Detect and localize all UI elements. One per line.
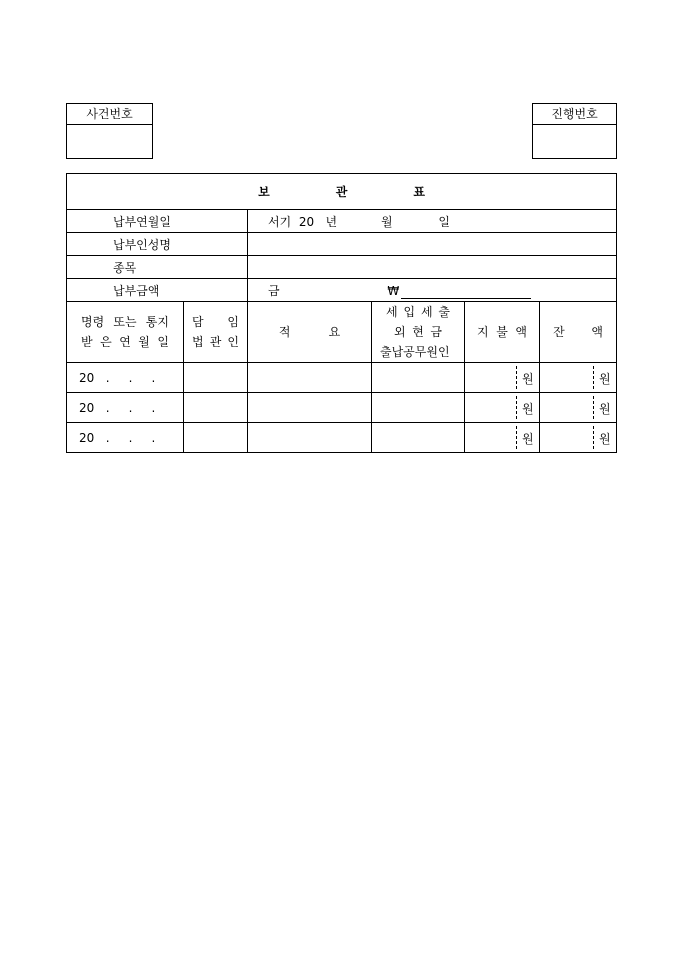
balance-cell[interactable]: [540, 363, 617, 393]
case-number-box: [66, 103, 153, 159]
amount-prefix: 금: [268, 283, 280, 298]
title-char-2: 관: [335, 185, 348, 199]
amount-field[interactable]: [248, 279, 617, 302]
payer-name-field[interactable]: [248, 233, 617, 256]
title-char-1: 보: [258, 185, 270, 199]
header-summary: 적 요: [248, 302, 372, 363]
payment-date-year: 서기 20 년: [268, 214, 338, 229]
decimal-divider: [516, 426, 517, 449]
header-notice-date: 명령 또는 통지 받 은 연 월 일: [67, 302, 184, 363]
decimal-divider: [593, 366, 594, 389]
payment-date-label: 납부연월일: [67, 210, 248, 233]
form-title: [67, 174, 617, 210]
won-unit: 원: [522, 372, 534, 386]
paid-amount-cell[interactable]: [465, 363, 540, 393]
header-judge: 담 임 법 관 인: [184, 302, 248, 363]
item-label: 종목: [67, 256, 248, 279]
decimal-divider: [593, 396, 594, 419]
payment-date-month: 월: [380, 214, 393, 229]
payment-date-field[interactable]: [248, 210, 617, 233]
judge-cell[interactable]: [184, 423, 248, 453]
payment-date-day: 일: [438, 214, 450, 229]
title-char-3: 표: [413, 185, 425, 199]
paid-amount-cell[interactable]: [465, 393, 540, 423]
paid-amount-cell[interactable]: [465, 423, 540, 453]
won-unit: 원: [599, 402, 611, 416]
summary-cell[interactable]: [248, 423, 372, 453]
won-unit: 원: [522, 432, 534, 446]
judge-cell[interactable]: [184, 393, 248, 423]
progress-number-label: 진행번호: [533, 104, 616, 125]
progress-number-field[interactable]: [533, 125, 616, 157]
header-balance: 잔 액: [540, 302, 617, 363]
case-number-field[interactable]: [67, 125, 152, 157]
decimal-divider: [516, 366, 517, 389]
amount-label: 납부금액: [67, 279, 248, 302]
amount-underline: [401, 286, 531, 299]
cash-officer-cell[interactable]: [372, 423, 465, 453]
won-unit: 원: [599, 372, 611, 386]
cash-officer-cell[interactable]: [372, 393, 465, 423]
table-row: [67, 393, 617, 423]
balance-cell[interactable]: [540, 423, 617, 453]
summary-cell[interactable]: [248, 363, 372, 393]
table-row: [67, 423, 617, 453]
notice-date-cell[interactable]: 20 . . .: [67, 423, 184, 453]
progress-number-box: [532, 103, 617, 159]
header-cash-officer: 세 입 세 출 외 현 금 출납공무원인: [372, 302, 465, 363]
won-unit: 원: [522, 402, 534, 416]
judge-cell[interactable]: [184, 363, 248, 393]
payer-name-label: 납부인성명: [67, 233, 248, 256]
decimal-divider: [516, 396, 517, 419]
balance-cell[interactable]: [540, 393, 617, 423]
notice-date-cell[interactable]: 20 . . .: [67, 363, 184, 393]
decimal-divider: [593, 426, 594, 449]
cash-officer-cell[interactable]: [372, 363, 465, 393]
header-paid-amount: 지 불 액: [465, 302, 540, 363]
notice-date-cell[interactable]: 20 . . .: [67, 393, 184, 423]
item-field[interactable]: [248, 256, 617, 279]
table-row: [67, 363, 617, 393]
summary-cell[interactable]: [248, 393, 372, 423]
won-symbol: ₩: [387, 283, 400, 298]
custody-form-table: [66, 173, 617, 453]
won-unit: 원: [599, 432, 611, 446]
case-number-label: 사건번호: [67, 104, 152, 125]
